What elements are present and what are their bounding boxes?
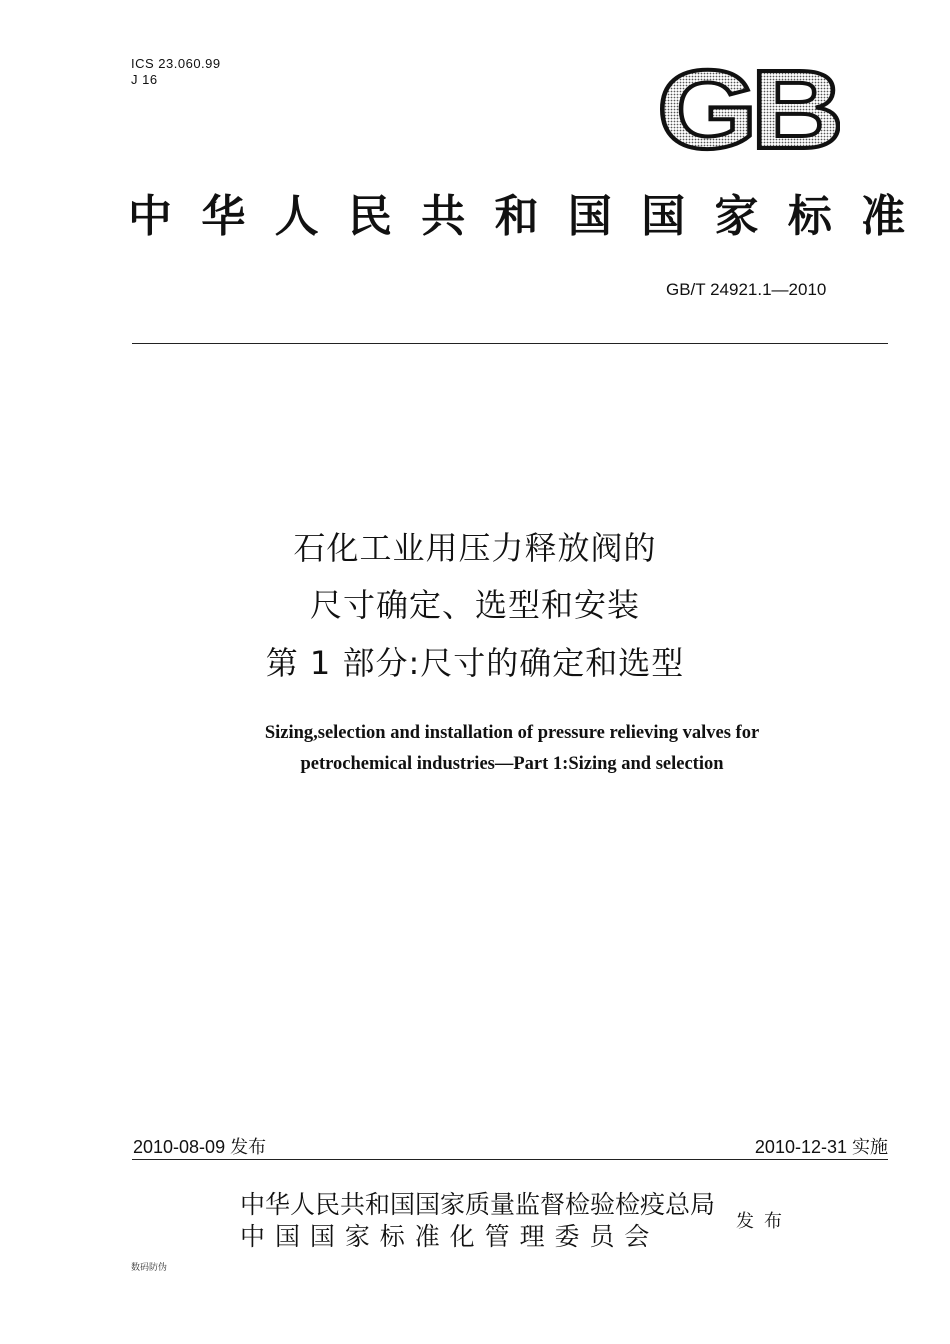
issuer-sac: 中 国 国 家 标 准 化 管 理 委 员 会 xyxy=(240,1222,651,1251)
ccs-code: J 16 xyxy=(131,72,158,87)
title-en-line1: Sizing,selection and installation of pressure relieving valves for xyxy=(264,723,760,743)
gb-logo-text: GB xyxy=(657,66,839,156)
publish-label: 发布 xyxy=(736,1211,792,1232)
anti-counterfeit-mark: 数码防伪 xyxy=(131,1263,168,1273)
standard-number: GB/T 24921.1—2010 xyxy=(666,280,827,299)
footer-divider xyxy=(132,1159,888,1160)
issue-date: 2010-08-09 发布 xyxy=(133,1137,267,1157)
issuer-aqsiq: 中华人民共和国国家质量监督检验检疫总局 xyxy=(240,1190,716,1219)
title-zh-line3: 第 1 部分:尺寸的确定和选型 xyxy=(265,644,685,682)
title-en-line2: petrochemical industries—Part 1:Sizing and selection xyxy=(300,754,724,774)
national-standard-heading: 中 华 人 民 共 和 国 国 家 标 准 xyxy=(128,191,913,242)
header-divider xyxy=(132,343,888,344)
title-zh-line1: 石化工业用压力释放阀的 xyxy=(293,529,657,567)
ics-classification xyxy=(131,56,221,88)
gb-logo xyxy=(655,66,840,156)
ics-code: ICS 23.060.99 xyxy=(131,56,221,71)
implementation-date: 2010-12-31 实施 xyxy=(754,1137,888,1157)
title-zh-line2: 尺寸确定、选型和安装 xyxy=(309,586,640,624)
